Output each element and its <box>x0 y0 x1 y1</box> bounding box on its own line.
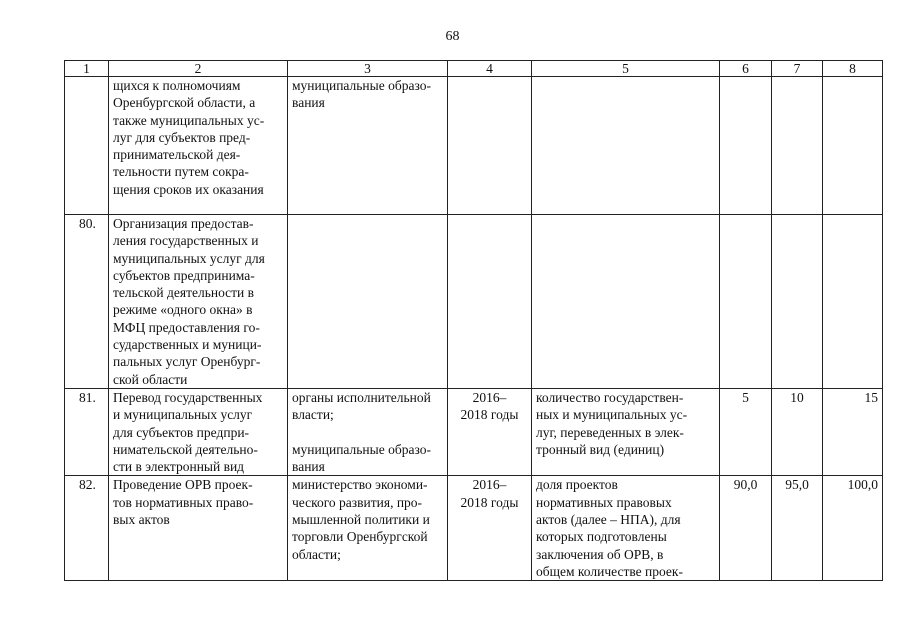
text-line: нормативных правовых <box>536 494 672 510</box>
text-line: доля проектов <box>536 477 618 493</box>
table-row-81 <box>65 388 883 475</box>
text-line: субъектов предпринима- <box>113 267 255 283</box>
responsible-cell <box>288 215 448 389</box>
text-line: Оренбургской области, а <box>113 95 256 111</box>
header-col-5: 5 <box>532 61 720 77</box>
indicator-cell <box>532 388 720 475</box>
text-line: сударственных и муници- <box>113 337 262 353</box>
text-line: области; <box>292 546 341 562</box>
indicator-cell <box>532 215 720 389</box>
text-line: министерство экономи- <box>292 477 428 493</box>
text-line: 2018 годы <box>460 407 519 423</box>
text-line: муниципальные образо- <box>292 441 431 457</box>
text-line: муниципальные образо- <box>292 78 431 93</box>
text-line: 2018 годы <box>460 494 519 510</box>
text-line: щихся к полномочиям <box>113 78 241 93</box>
value-2016-cell: 5 <box>720 388 772 475</box>
indicator-cell <box>532 77 720 215</box>
period-cell <box>448 77 532 215</box>
text-line: ческого развития, про- <box>292 494 423 510</box>
text-line: мышленной политики и <box>292 512 430 528</box>
text-line: тронный вид (единиц) <box>536 441 665 457</box>
row-number: 80. <box>65 215 109 389</box>
text-line: пальных услуг Оренбург- <box>113 354 261 370</box>
text-line: для субъектов предпри- <box>113 424 250 440</box>
text-line: торговли Оренбургской <box>292 529 428 545</box>
spacer <box>292 424 443 441</box>
header-col-2: 2 <box>109 61 288 77</box>
text-line: и муниципальных услуг <box>113 407 253 423</box>
text-line: луг для субъектов пред- <box>113 129 251 145</box>
text-line: режиме «одного окна» в <box>113 302 253 318</box>
text-line: 2016– <box>472 477 507 493</box>
header-col-1: 1 <box>65 61 109 77</box>
text-line: Проведение ОРВ проек- <box>113 477 253 493</box>
period-cell <box>448 476 532 581</box>
responsible-cell <box>288 476 448 581</box>
row-number <box>65 77 109 215</box>
measures-table <box>64 60 883 581</box>
value-2017-cell <box>772 77 823 215</box>
page-number: 68 <box>445 29 460 44</box>
text-line: ных и муниципальных ус- <box>536 407 688 423</box>
text-line: луг, переведенных в элек- <box>536 424 684 440</box>
measure-name-cell <box>109 77 288 215</box>
text-line: которых подготовлены <box>536 529 667 545</box>
value-2018-cell <box>823 215 883 389</box>
header-col-6: 6 <box>720 61 772 77</box>
text-line: 2016– <box>472 389 507 405</box>
text-line: Организация предостав- <box>113 216 254 231</box>
table-row-80 <box>65 215 883 389</box>
value-2017-cell: 10 <box>772 388 823 475</box>
row-number: 82. <box>65 476 109 581</box>
text-line: сти в электронный вид <box>113 459 245 475</box>
indicator-cell <box>532 476 720 581</box>
header-col-4: 4 <box>448 61 532 77</box>
measure-name-cell <box>109 388 288 475</box>
text-line: общем количестве проек- <box>536 563 683 579</box>
text-line: ской области <box>113 371 188 387</box>
text-line: нимательской деятельно- <box>113 441 258 457</box>
text-line: вания <box>292 95 325 111</box>
header-col-3: 3 <box>288 61 448 77</box>
text-line: вания <box>292 458 325 474</box>
header-row <box>65 61 883 77</box>
text-line: щения сроков их оказания <box>113 181 264 197</box>
table-row-82 <box>65 476 883 581</box>
responsible-cell <box>288 77 448 215</box>
text-line: вых актов <box>113 512 170 528</box>
text-line: власти; <box>292 407 334 423</box>
value-2017-cell: 95,0 <box>772 476 823 581</box>
value-2016-cell <box>720 77 772 215</box>
header-col-7: 7 <box>772 61 823 77</box>
table-row-continuation <box>65 77 883 215</box>
text-line: органы исполнительной <box>292 389 431 405</box>
text-line: ления государственных и <box>113 233 259 249</box>
value-2017-cell <box>772 215 823 389</box>
period-cell <box>448 388 532 475</box>
value-2018-cell <box>823 77 883 215</box>
value-2018-cell: 100,0 <box>823 476 883 581</box>
measure-name-cell <box>109 476 288 581</box>
value-2018-cell: 15 <box>823 388 883 475</box>
text-line: также муниципальных ус- <box>113 112 265 128</box>
period-cell <box>448 215 532 389</box>
text-line: тельности путем сокра- <box>113 164 249 180</box>
text-line: МФЦ предоставления го- <box>113 319 260 335</box>
text-line: муниципальных услуг для <box>113 250 265 266</box>
value-2016-cell: 90,0 <box>720 476 772 581</box>
text-line: тельской деятельности в <box>113 285 255 301</box>
text-line: актов (далее – НПА), для <box>536 512 681 528</box>
text-line: заключения об ОРВ, в <box>536 546 664 562</box>
value-2016-cell <box>720 215 772 389</box>
row-number: 81. <box>65 388 109 475</box>
text-line: принимательской дея- <box>113 147 241 163</box>
measure-name-cell <box>109 215 288 389</box>
header-col-8: 8 <box>823 61 883 77</box>
text-line: количество государствен- <box>536 389 684 405</box>
text-line: Перевод государственных <box>113 389 263 405</box>
text-line: тов нормативных право- <box>113 494 254 510</box>
responsible-cell <box>288 388 448 475</box>
